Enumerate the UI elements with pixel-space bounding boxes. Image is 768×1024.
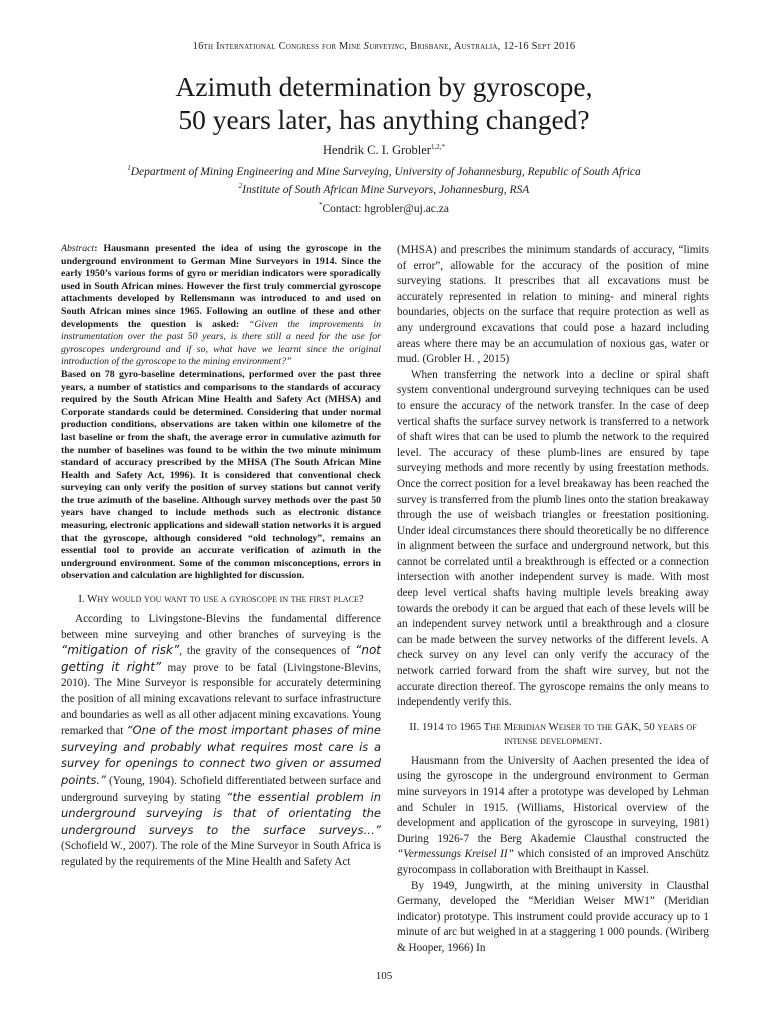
s1-text-c: may prove to be fatal (Livingstone-Blevins, 2010). The Mine Surveyor is responsible for accurately determining the position of all mining excavations relevant to surface infrastructure and boundaries as well as all other adjacent mining excavations. Young remarked that — [61, 661, 382, 738]
s1-quote-1: “mitigation of risk” — [61, 643, 180, 658]
author-name: Hendrik C. I. Grobler — [323, 143, 431, 157]
affiliation-1-sup: 1 — [127, 164, 131, 173]
right-paragraph-3 — [397, 754, 709, 879]
conference-text: 16th International Congress for Mine — [192, 41, 364, 52]
author-superscript: 1,2,* — [430, 142, 445, 151]
contact-email: Contact: hgrobler@uj.ac.za — [322, 203, 449, 215]
section-2-heading: II. 1914 to 1965 The Meridian Weiser to the GAK, 50 years of intense development. — [409, 720, 697, 747]
abstract-paragraph-1 — [61, 243, 381, 369]
s2-text-b: which consisted of an improved Anschütz gyrocompass in collaboration with Breithaupt in Kassel. — [397, 848, 709, 876]
page-number: 105 — [375, 970, 393, 982]
abstract-text-1: : Hausmann presented the idea of using the gyroscope in the underground environment to German Mine Surveyors in 1914. Since the early 1950’s various forms of gyro or meridian indicators were sporadically used in South African mines. However the first truly commercial gyroscope attachments developed by Rellensmann was introduced to and used on South African mines since 1965. Following an outline of these and other developments the question is asked: — [61, 243, 381, 330]
abstract-label: Abstract — [61, 243, 95, 254]
section-1-heading: I. Why would you want to use a gyroscope in the first place? — [78, 593, 364, 606]
s2-text-a: Hausmann from the University of Aachen presented the idea of using the gyroscope in the underground environment to German mine surveyors in 1914 after a prototype was developed by Lehman and Schuler in 1915. (Williams, Historical overview of the development and application of the gyroscope in surveying, 1981) During 1926-7 the Berg Akademie Clausthal constructed the — [397, 754, 709, 845]
right-column — [397, 243, 709, 957]
title-line-1: Azimuth determination by gyroscope, — [175, 71, 593, 102]
s1-quote-4: “the essential problem in underground surveying is that of orientating the underground surveys to the surface surveys…” — [61, 789, 381, 837]
affiliation-2-text: Institute of South African Mine Surveyors, Johannesburg, RSA — [242, 184, 530, 196]
left-column — [61, 243, 381, 871]
affiliation-1-text: Department of Mining Engineering and Mine Surveying, University of Johannesburg, Republic of South Africa — [130, 166, 641, 178]
conference-header — [0, 41, 768, 52]
conference-text-end: , Brisbane, Australia, 12-16 Sept 2016 — [404, 41, 576, 52]
right-paragraph-4: By 1949, Jungwirth, at the mining university in Clausthal Germany, developed the “Meridian Weiser MW1” (Meridian indicator) prototype. This instrument could provide accuracy up to 1 minute of arc but weighed in at a staggering 1 000 pounds. (Wiriberg & Hooper, 1966) In — [397, 879, 709, 954]
s2-quote: “Vermessungs Kreisel II” — [397, 848, 514, 861]
affiliation-2 — [0, 184, 768, 196]
section-1-paragraph — [61, 612, 381, 871]
s1-text-b: , the gravity of the consequences of — [179, 645, 356, 658]
s1-quote-3: “One of the most important phases of mine surveying and probably what requires most care is a survey for openings to connect two given or assumed points.” — [61, 723, 382, 787]
s1-text-d: (Young, 1904). Schofield differentiated between surface and underground surveying by stating — [61, 774, 381, 804]
right-paragraph-1: (MHSA) and prescribes the minimum standards of accuracy, “limits of error”, allowable for the accuracy of the position of mine surveying stations. It prescribes that all excavations must be accurately represented in relation to mining- and mineral rights boundaries, objects on the surface that require protection as well as any underground excavations that could pose a hazard including areas where there may be an accumulation of noxious gas, water or mud. (Grobler H. , 2015) — [397, 244, 709, 366]
title-line-2: 50 years later, has anything changed? — [178, 104, 590, 135]
author-line — [0, 143, 768, 158]
abstract-question: “Given the improvements in instrumentation over the past 50 years, is there still a need for the use for gyroscopes underground and if so, what have we learnt since the original introduction of the gyroscope to the mining environment?” — [61, 318, 382, 368]
abstract-paragraph-2: Based on 78 gyro-baseline determinations, performed over the past three years, a number of statistics and comparisons to the standards of accuracy required by the South African Mine Health and Safety Act (MHSA) and Corporate standards could be determined. Considering that under normal production conditions, observations are taken within one kilometre of the last baseline or from the shaft, the average error in cumulative azimuth for the number of baselines was found to be within the two minute minimum standard of accuracy prescribed by the MHSA (The South African Mine Health and Safety Act, 1996). It is considered that conventional check surveying can only verify the position of survey stations but cannot verify the true azimuth of the baseline. Although survey methods over the past 50 years have changed to include methods such as electronic distance measuring, electronic applications and sidewall station networks it is argued that the gyroscope, although considered “old technology”, remains an essential tool to provide an accurate verification of azimuth in the underground environment. Some of the common misconceptions, errors in observation and calculation are highlighted for discussion. — [61, 368, 381, 582]
paper-title — [0, 70, 768, 136]
s1-text-a: According to Livingstone-Blevins the fundamental difference between mine surveying and other branches of surveying is the — [61, 613, 381, 641]
contact-sup: * — [319, 201, 323, 210]
affiliation-2-sup: 2 — [238, 182, 243, 191]
s1-quote-2: “not getting it right” — [61, 643, 381, 674]
contact-line — [0, 203, 768, 215]
s1-text-e: (Schofield W., 2007). The role of the Mine Surveyor in South Africa is regulated by the requirements of the Mine Health and Safety Act — [61, 840, 381, 868]
affiliation-1 — [0, 166, 768, 178]
conference-italic: Surveying — [363, 41, 405, 52]
right-paragraph-2: When transferring the network into a decline or spiral shaft system conventional underground surveying techniques can be used to ensure the accuracy of the network transfer. In the case of deep vertical shafts the surface survey network is transferred to a network of shaft wires that can be used to plumb the network to the required level. The accuracy of these plumb-lines are ensured by tape surveying methods and more recently by using freestation methods. Once the correct position for a level breakaway has been reached the survey is transferred from the plumb lines onto the station breakaway through the use of weisbach triangles or freestation positioning. Under ideal circumstances there should theoretically be no difference in alignment between the surface and underground network, but this cannot be correlated until a breakthrough is effected or a connection intersection with another independent survey is made. With most deep level vertical shafts having multiple levels breaking away towards the orebody it can be argued that each of these levels will be an independent survey network until a breakthrough and a closure can be made between the survey networks of the different levels. A check survey on any level can only verify the accuracy of the network carried forward from the shaft wire survey, but not the accurate direction thereof. The gyroscope remains the only means to independently verify this. — [397, 368, 709, 709]
section-1 — [61, 592, 381, 871]
abstract — [61, 243, 381, 583]
